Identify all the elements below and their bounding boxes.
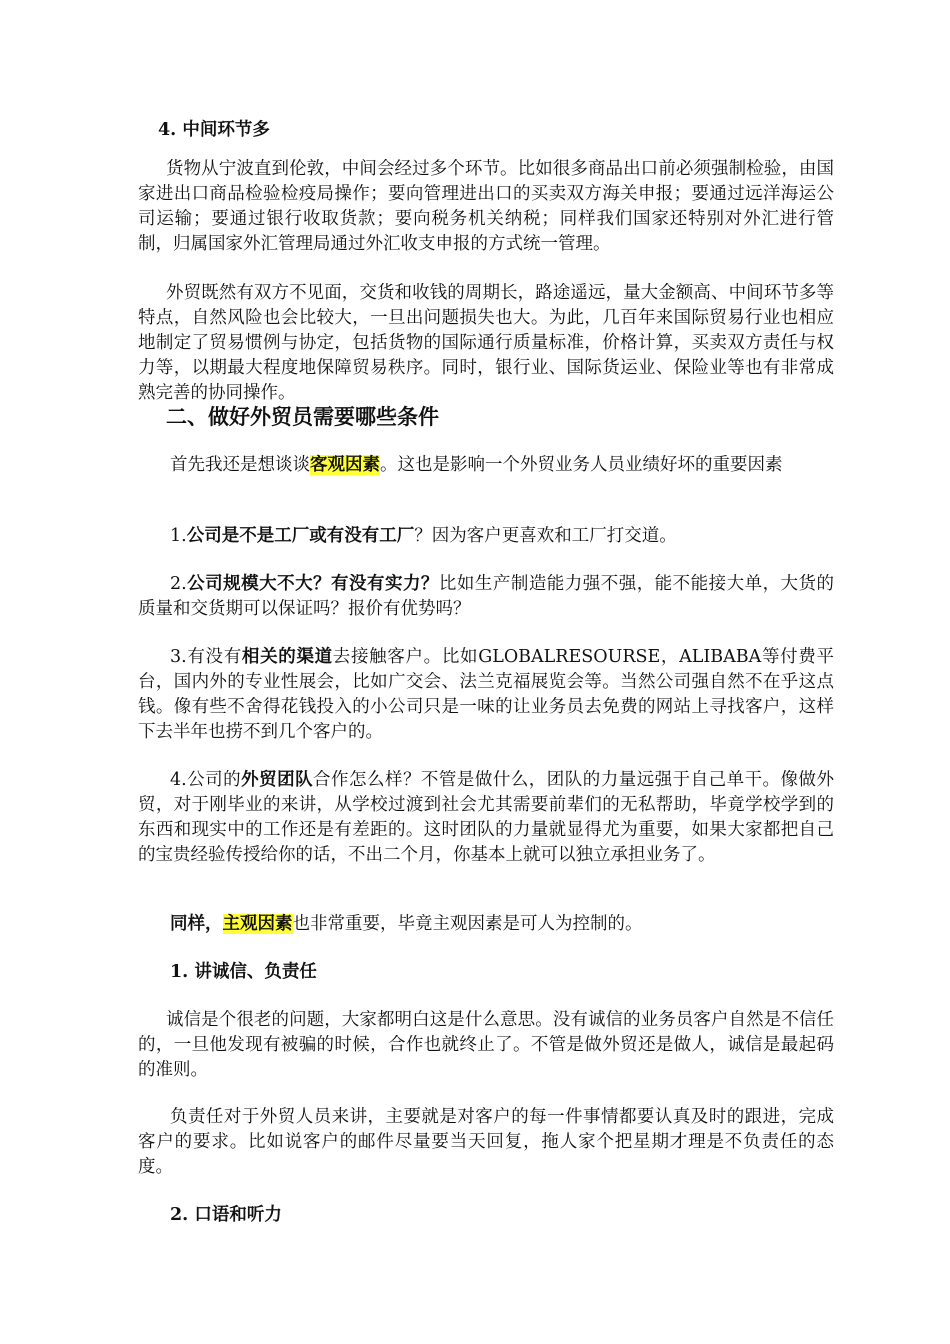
section-4-heading: 4. 中间环节多 [158,120,270,140]
subjective-factors-intro: 同样，主观因素也非常重要，毕竟主观因素是可人为控制的。 [170,914,643,934]
objective-factors-intro: 首先我还是想谈谈客观因素。这也是影响一个外贸业务人员业绩好坏的重要因素 [170,455,783,475]
subsection-1-paragraph-1: 诚信是个很老的问题，大家都明白这是什么意思。没有诚信的业务员客户自然是不信任的，一旦他发现有被骗的时候，合作也就终止了。不管是做外贸还是做人，诚信是最起码的准则。 [138,1010,834,1080]
subsection-2-heading: 2. 口语和听力 [170,1205,282,1225]
objective-item-2: 2.公司规模大不大？有没有实力？比如生产制造能力强不强，能不能接大单，大货的质量和交货期可以保证吗？报价有优势吗？ [138,574,835,619]
objective-item-4: 4.公司的外贸团队合作怎么样？不管是做什么，团队的力量远强于自己单干。像做外贸，对于刚毕业的来讲，从学校过渡到社会尤其需要前辈们的无私帮助，毕竟学校学到的东西和现实中的工作还是有差距的。这时团队的力量就显得尤为重要，如果大家都把自己的宝贵经验传授给你的话，不出二个月，你基本上就可以独立承担业务了。 [138,770,834,865]
section-4-paragraph-2: 外贸既然有双方不见面，交货和收钱的周期长，路途遥远，量大金额高、中间环节多等特点，自然风险也会比较大，一旦出问题损失也大。为此，几百年来国际贸易行业也相应地制定了贸易惯例与协定，包括货物的国际通行质量标准，价格计算，买卖双方责任与权力等，以期最大程度地保障贸易秩序。同时，银行业、国际货运业、保险业等也有非常成熟完善的协同操作。 [138,283,834,403]
objective-factors-highlight: 客观因素 [310,455,380,475]
subsection-1-paragraph-2: 负责任对于外贸人员来讲，主要就是对客户的每一件事情都要认真及时的跟进，完成客户的要求。比如说客户的邮件尽量要当天回复，拖人家个把星期才理是不负责任的态度。 [138,1107,834,1177]
objective-item-3: 3.有没有相关的渠道去接触客户。比如GLOBALRESOURSE，ALIBABA等付费平台，国内外的专业性展会，比如广交会、法兰克福展览会等。当然公司强自然不在乎这点钱。像有些不舍得花钱投入的小公司只是一味的让业务员去免费的网站上寻找客户，这样下去半年也捞不到几个客户的。 [138,647,834,742]
subsection-1-heading: 1. 讲诚信、负责任 [170,962,317,982]
objective-item-1: 1.公司是不是工厂或有没有工厂？因为客户更喜欢和工厂打交道。 [170,526,677,546]
section-4-paragraph-1: 货物从宁波直到伦敦，中间会经过多个环节。比如很多商品出口前必须强制检验，由国家进出口商品检验检疫局操作；要向管理进出口的买卖双方海关申报；要通过远洋海运公司运输；要通过银行收取货款；要向税务机关纳税；同样我们国家还特别对外汇进行管制，归属国家外汇管理局通过外汇收支申报的方式统一管理。 [138,159,834,254]
subjective-factors-highlight: 主观因素 [222,914,293,934]
section-2-title: 二、做好外贸员需要哪些条件 [166,405,439,429]
